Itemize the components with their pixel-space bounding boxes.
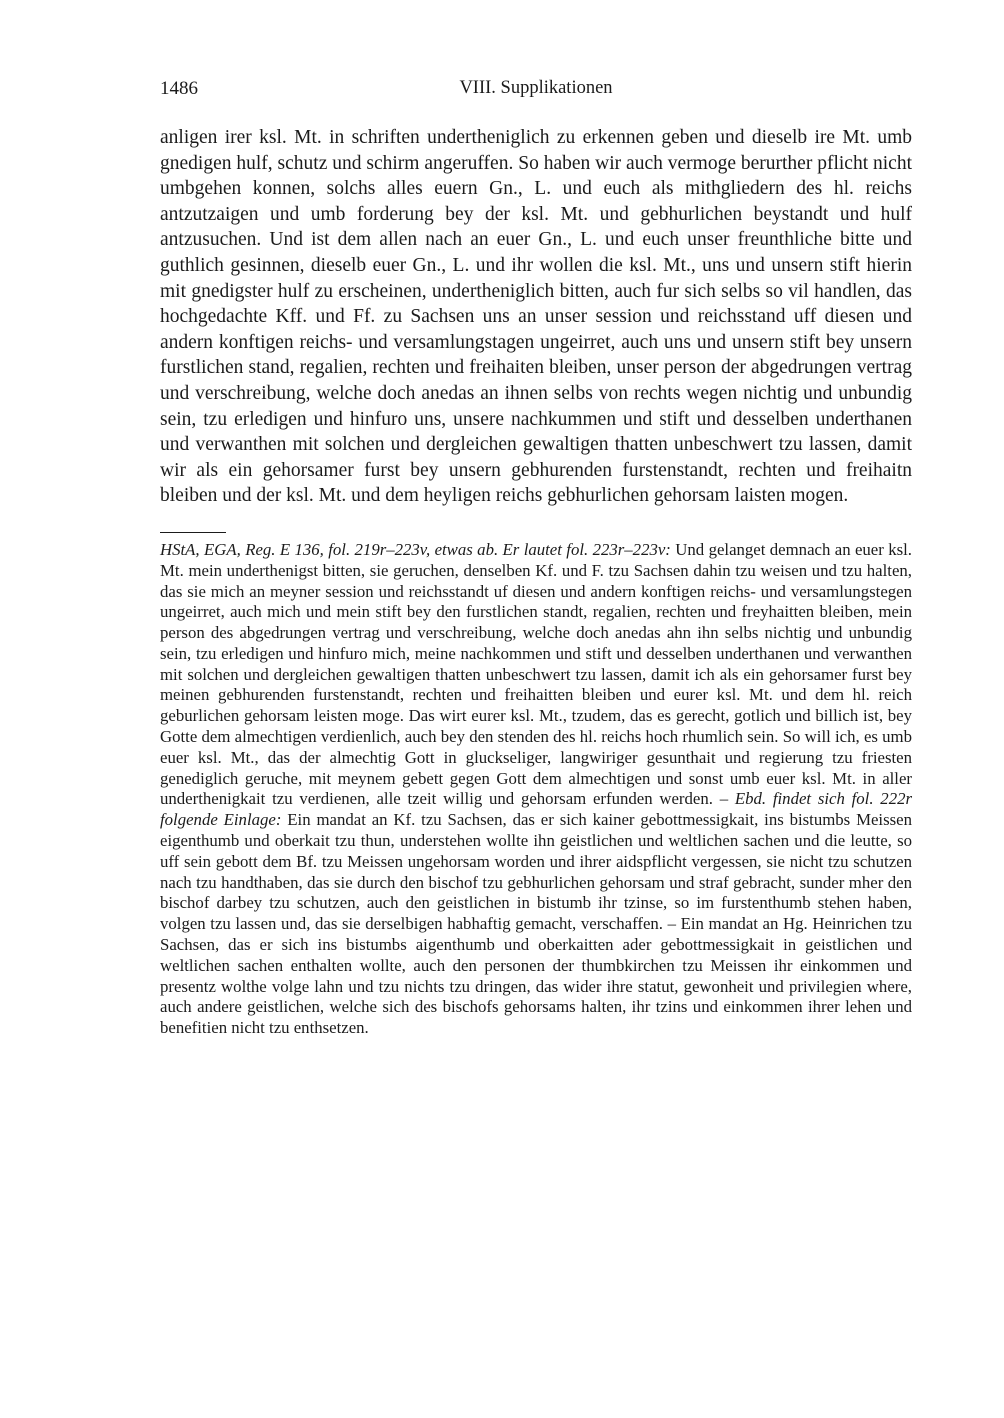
footnote-text-part-1: Und gelanget demnach an euer ksl. Mt. mein underthenigst bitten, sie geruchen, denselben Kf. und F. tzu Sachsen dahin tzu weisen und tzu halten, das sie mich an meyner session und reichsstandt uf diesen und andern konftigen reichs- und versamlungstegen ungeirret, auch mich und mein stift bey den furstlichen standt, regalien, rechten und freyhaitten bleiben, mein person des abgedrungen vertrag und verschreibung, welche doch anedas ahn ihn selbs nichtig und unbundig sein, tzu erledigen und hinfuro mich, meine nachkommen und stift und desselben underthanen und verwanthen mit solchen und dergleichen gewaltigen thatten unbeschwert tzu lassen, damit ich als ein gehorsamer furst bey meinen gebhurenden furstenstandt, rechten und freihaitten bleiben und eurer ksl. Mt. und dem hl. reich geburlichen gehorsam leisten moge. Das wirt eurer ksl. Mt., tzudem, das es gerecht, gotlich und billich ist, bey Gotte dem almechtigen verdienlich, auch bey den stenden des hl. reichs hoch rhumlich sein. So will ich, es umb euer ksl. Mt., das der almechtig Gott in gluckseliger, langwiriger gesunthait und regierung tzu friesten genediglich geruche, mit meynem gebett gegen Gott dem almechtigen und sonst umb euer ksl. Mt. in aller underthenigkait tzu verdienen, alle tzeit willig und gehorsam erfunden werden. –: [160, 539, 912, 809]
footnote: [160, 540, 912, 1039]
footnote-inline-reference: Ebd. findet sich fol. 222r folgende Einlage:: [160, 789, 913, 830]
page-header: [160, 78, 912, 104]
page-number: 1486: [160, 78, 198, 99]
footnote-text-part-2: Ein mandat an Kf. tzu Sachsen, das er sich kainer gebottmessigkait, ins bistumbs Meissen eigenthumb und oberkait tzu thun, understehen wollte ihn geistlichen und weltlichen sachen und die leutte, so uff sein gebott dem Bf. tzu Meissen ungehorsam worden und ihrer aidspflicht vergessen, sie nicht tzu schutzen nach tzu handthaben, das sie durch den bischof tzu gebhurlichen gehorsam und straf gebracht, sunder mher den bischof darbey tzu schutzen, auch den geistlichen in bistumb ihr tzinse, so im furstenthumb stehen haben, volgen tzu lassen und, das sie derselbigen habhaftig gemacht, verschaffen. – Ein mandat an Hg. Heinrichen tzu Sachsen, das er sich ins bistumbs aigenthumb und oberkaitten ader gebottmessigkait in geistlichen und weltlichen sachen enthalten wollte, auch den personen der thumbkirchen tzu Meissen ihr einkommen und presentz wolthe volge lahn und tzu nichts tzu dringen, das wider ihre statut, gewonheit und privilegien where, auch andere geistlichen, welche sich des bischofs gehorsams halten, ihr tzins und einkommen ihrer lehen und benefitien nicht tzu enthsetzen.: [160, 810, 912, 1038]
footnote-divider: [160, 532, 226, 533]
main-text: [160, 125, 912, 509]
footnote-source-citation: HStA, EGA, Reg. E 136, fol. 219r–223v, etwas ab. Er lautet fol. 223r–223v:: [160, 539, 671, 559]
footnote-paragraph: [160, 540, 912, 1039]
running-title: VIII. Supplikationen: [459, 78, 613, 98]
body-paragraph: anligen irer ksl. Mt. in schriften undertheniglich zu erkennen geben und dieselb ire Mt. umb gnedigen hulf, schutz und schirm angeruffen. So haben wir auch vermoge berurther pflicht nicht umbgehen konnen, solchs alles euern Gn., L. und euch als mithgliedern des hl. reichs antzutzaigen und umb forderung bey der ksl. Mt. und gebhurlichen beystandt und hulf antzusuchen. Und ist dem allen nach an euer Gn., L. und euch unser freunthliche bitte und guthlich gesinnen, dieselb euer Gn., L. und ihr wollen die ksl. Mt., uns und unsern stift hierin mit gnedigster hulf zu erscheinen, undertheniglich bitten, auch fur sich selbs so vil handlen, das hochgedachte Kff. und Ff. zu Sachsen uns an unser session und reichsstand uff diesen und andern konftigen reichs- und versamlungstagen ungeirret, auch uns und unsern stift bey unsern furstlichen stand, regalien, rechten und freihaiten bleiben, unser person der abgedrungen vertrag und verschreibung, welche doch anedas an ihnen selbs von rechts wegen nichtig und unbundig sein, tzu erledigen und hinfuro uns, unsere nachkummen und stift und desselben underthanen und verwanthen mit solchen und dergleichen gewaltigen thatten unbeschwert tzu lassen, damit wir als ein gehorsamer furst bey unsern gebhurenden furstenstandt, rechten und freihaitn bleiben und der ksl. Mt. und dem heyligen reichs gebhurlichen gehorsam laisten mogen.: [160, 127, 912, 507]
